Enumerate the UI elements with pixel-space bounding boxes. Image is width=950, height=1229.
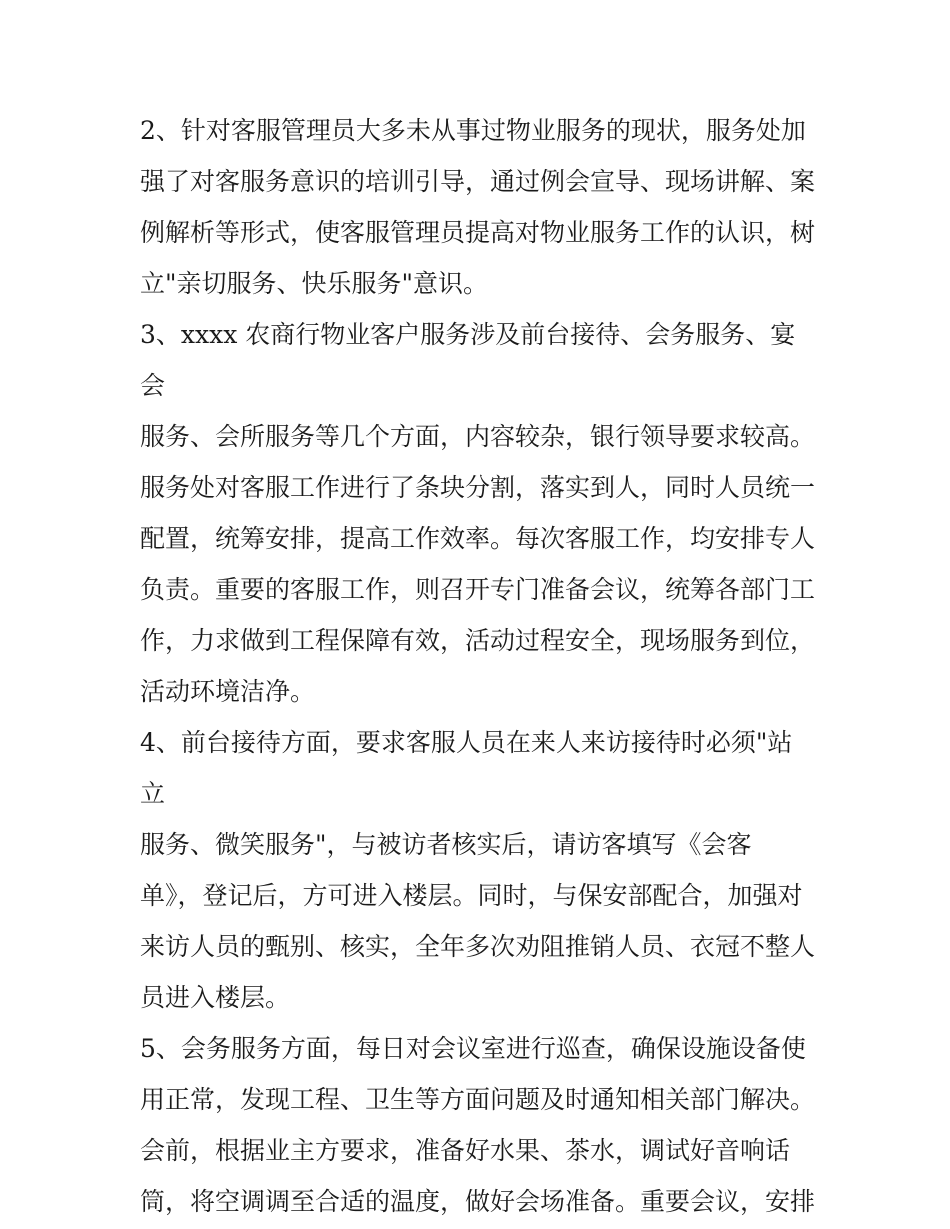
text-line: 强了对客服务意识的培训引导，通过例会宣导、现场讲解、案 <box>140 167 816 196</box>
paragraph-5 <box>140 1023 815 1227</box>
text-line: 单》，登记后，方可进入楼层。同时，与保安部配合，加强对 <box>140 881 803 910</box>
text-line: 服务、微笑服务"，与被访者核实后，请访客填写《会客 <box>140 830 752 859</box>
text-line: 4、前台接待方面，要求客服人员在来人来访接待时必须"站立 <box>140 728 793 808</box>
text-line: 2、针对客服管理员大多未从事过物业服务的现状，服务处加 <box>140 116 806 145</box>
text-line: 作，力求做到工程保障有效，活动过程安全，现场服务到位， <box>140 626 816 655</box>
text-line: 服务、会所服务等几个方面，内容较杂，银行领导要求较高。 <box>140 422 816 451</box>
paragraph-2 <box>140 105 815 309</box>
text-line: 配置，统筹安排，提高工作效率。每次客服工作，均安排专人 <box>140 524 816 553</box>
text-line: 员进入楼层。 <box>140 983 291 1012</box>
text-line: 筒，将空调调至合适的温度，做好会场准备。重要会议，安排 <box>140 1187 816 1216</box>
text-line: 服务处对客服工作进行了条块分割，落实到人，同时人员统一 <box>140 473 816 502</box>
text-line: 3、xxxx 农商行物业客户服务涉及前台接待、会务服务、宴会 <box>140 320 796 400</box>
paragraph-3 <box>140 309 815 717</box>
text-line: 活动环境洁净。 <box>140 677 316 706</box>
text-line: 会前，根据业主方要求，准备好水果、茶水，调试好音响话 <box>140 1136 791 1165</box>
text-line: 例解析等形式，使客服管理员提高对物业服务工作的认识，树 <box>140 218 816 247</box>
text-line: 负责。重要的客服工作，则召开专门准备会议，统筹各部门工 <box>140 575 816 604</box>
text-line: 用正常，发现工程、卫生等方面问题及时通知相关部门解决。 <box>140 1085 816 1114</box>
document-body <box>140 105 815 1227</box>
text-line: 5、会务服务方面，每日对会议室进行巡查，确保设施设备使 <box>140 1034 806 1063</box>
text-line: 立"亲切服务、快乐服务"意识。 <box>140 269 488 298</box>
text-line: 来访人员的甄别、核实，全年多次劝阻推销人员、衣冠不整人 <box>140 932 816 961</box>
paragraph-4 <box>140 717 815 1023</box>
